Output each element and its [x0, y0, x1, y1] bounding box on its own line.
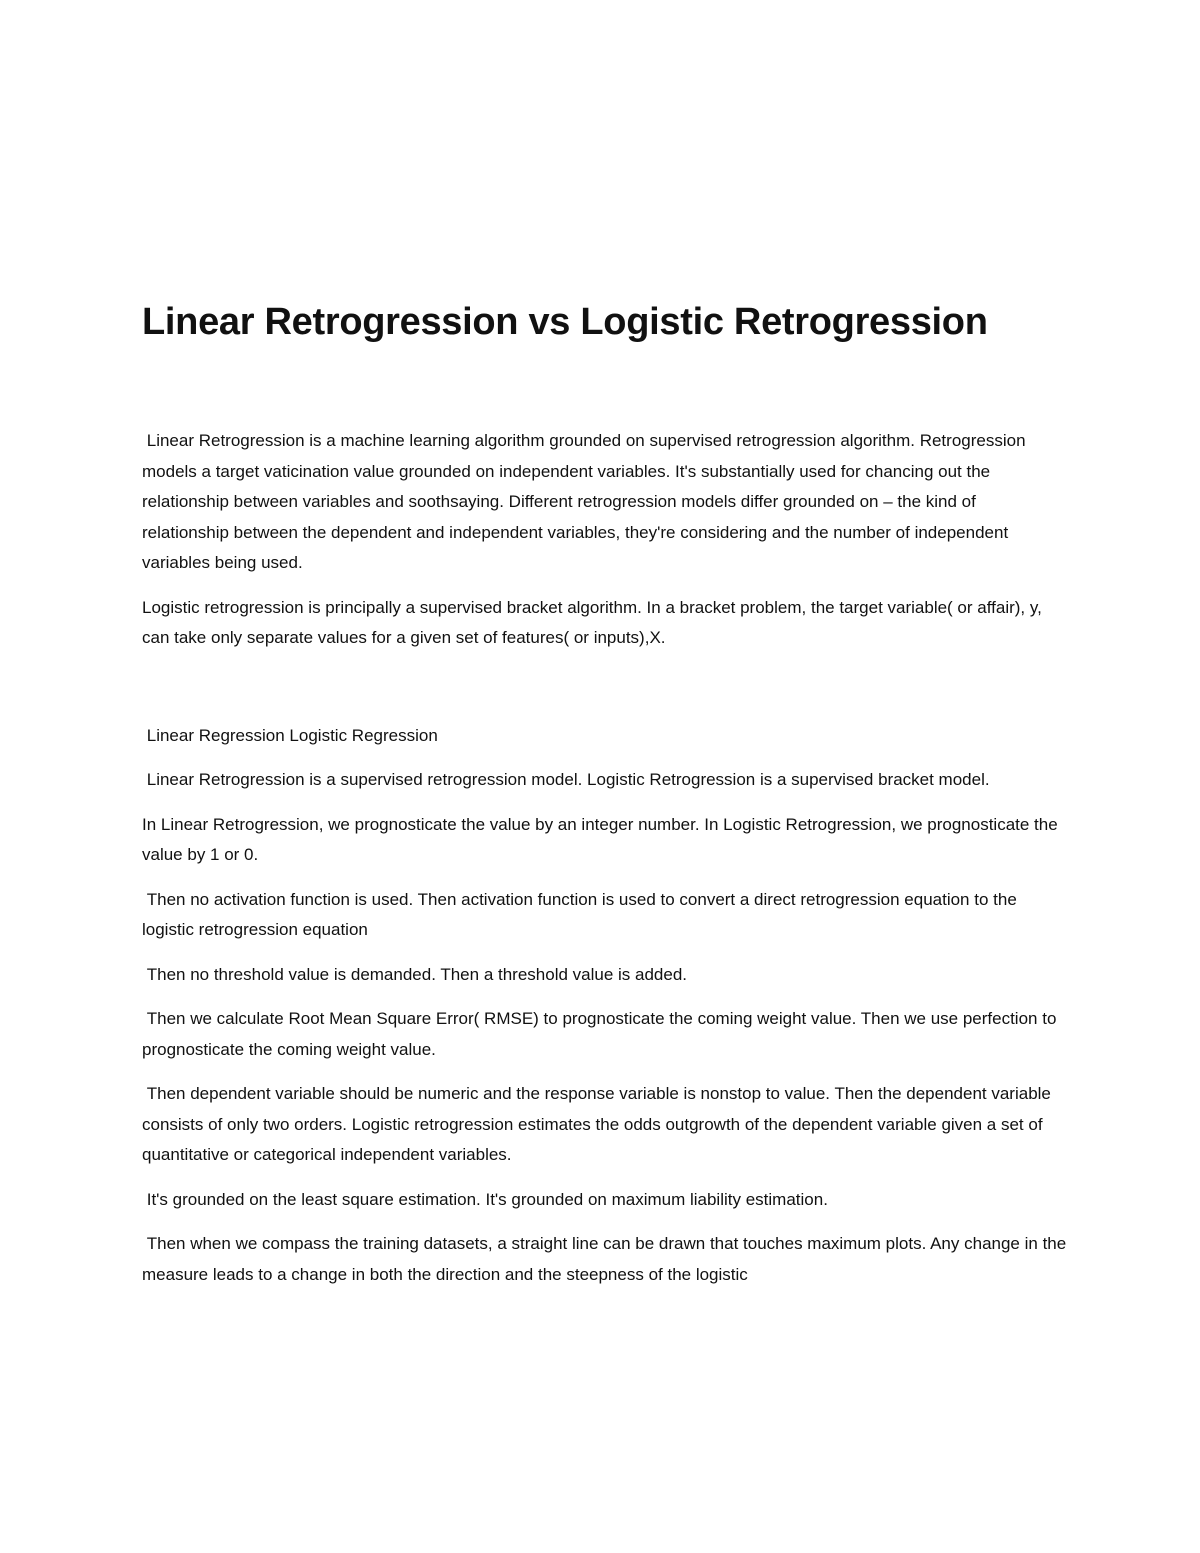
comparison-heading: Linear Regression Logistic Regression	[142, 725, 438, 745]
spacer	[142, 668, 1067, 721]
comparison-paragraph: Then no activation function is used. Then activation function is used to convert a direct retrogression equation to the logistic retrogression equation	[142, 889, 1022, 939]
comparison-paragraph: In Linear Retrogression, we prognosticate the value by an integer number. In Logistic Retrogression, we prognosticate the value by 1 or 0.	[142, 814, 1063, 864]
comparison-paragraph: Then no threshold value is demanded. Then a threshold value is added.	[142, 964, 688, 984]
intro-paragraph: Logistic retrogression is principally a supervised bracket algorithm. In a bracket problem, the target variable( or affair), y, can take only separate values for a given set of features( or inputs),X.	[142, 597, 1047, 647]
intro-paragraph: Linear Retrogression is a machine learning algorithm grounded on supervised retrogression algorithm. Retrogression models a target vaticination value grounded on independent variables. It's substantially used for chancing out the relationship between variables and soothsaying. Different retrogression models differ grounded on – the kind of relationship between the dependent and independent variables, they're considering and the number of independent variables being used.	[142, 431, 1031, 572]
comparison-paragraph: Then dependent variable should be numeric and the response variable is nonstop to value. Then the dependent variable consists of only two orders. Logistic retrogression estimates the odds outgrowth of the dependent variable given a set of quantitative or categorical independent variables.	[142, 1084, 1056, 1164]
document-body	[142, 296, 1071, 1304]
comparison-paragraph: Then when we compass the training datasets, a straight line can be drawn that touches maximum plots. Any change in the measure leads to a change in both the direction and the steepness of the logistic	[142, 1234, 1071, 1284]
comparison-paragraph: Then we calculate Root Mean Square Error( RMSE) to prognosticate the coming weight value. Then we use perfection to prognosticate the coming weight value.	[142, 1009, 1062, 1059]
comparison-paragraph: It's grounded on the least square estimation. It's grounded on maximum liability estimation.	[142, 1189, 828, 1209]
document-title: Linear Retrogression vs Logistic Retrogression	[142, 301, 988, 343]
comparison-paragraph: Linear Retrogression is a supervised retrogression model. Logistic Retrogression is a supervised bracket model.	[142, 770, 990, 789]
